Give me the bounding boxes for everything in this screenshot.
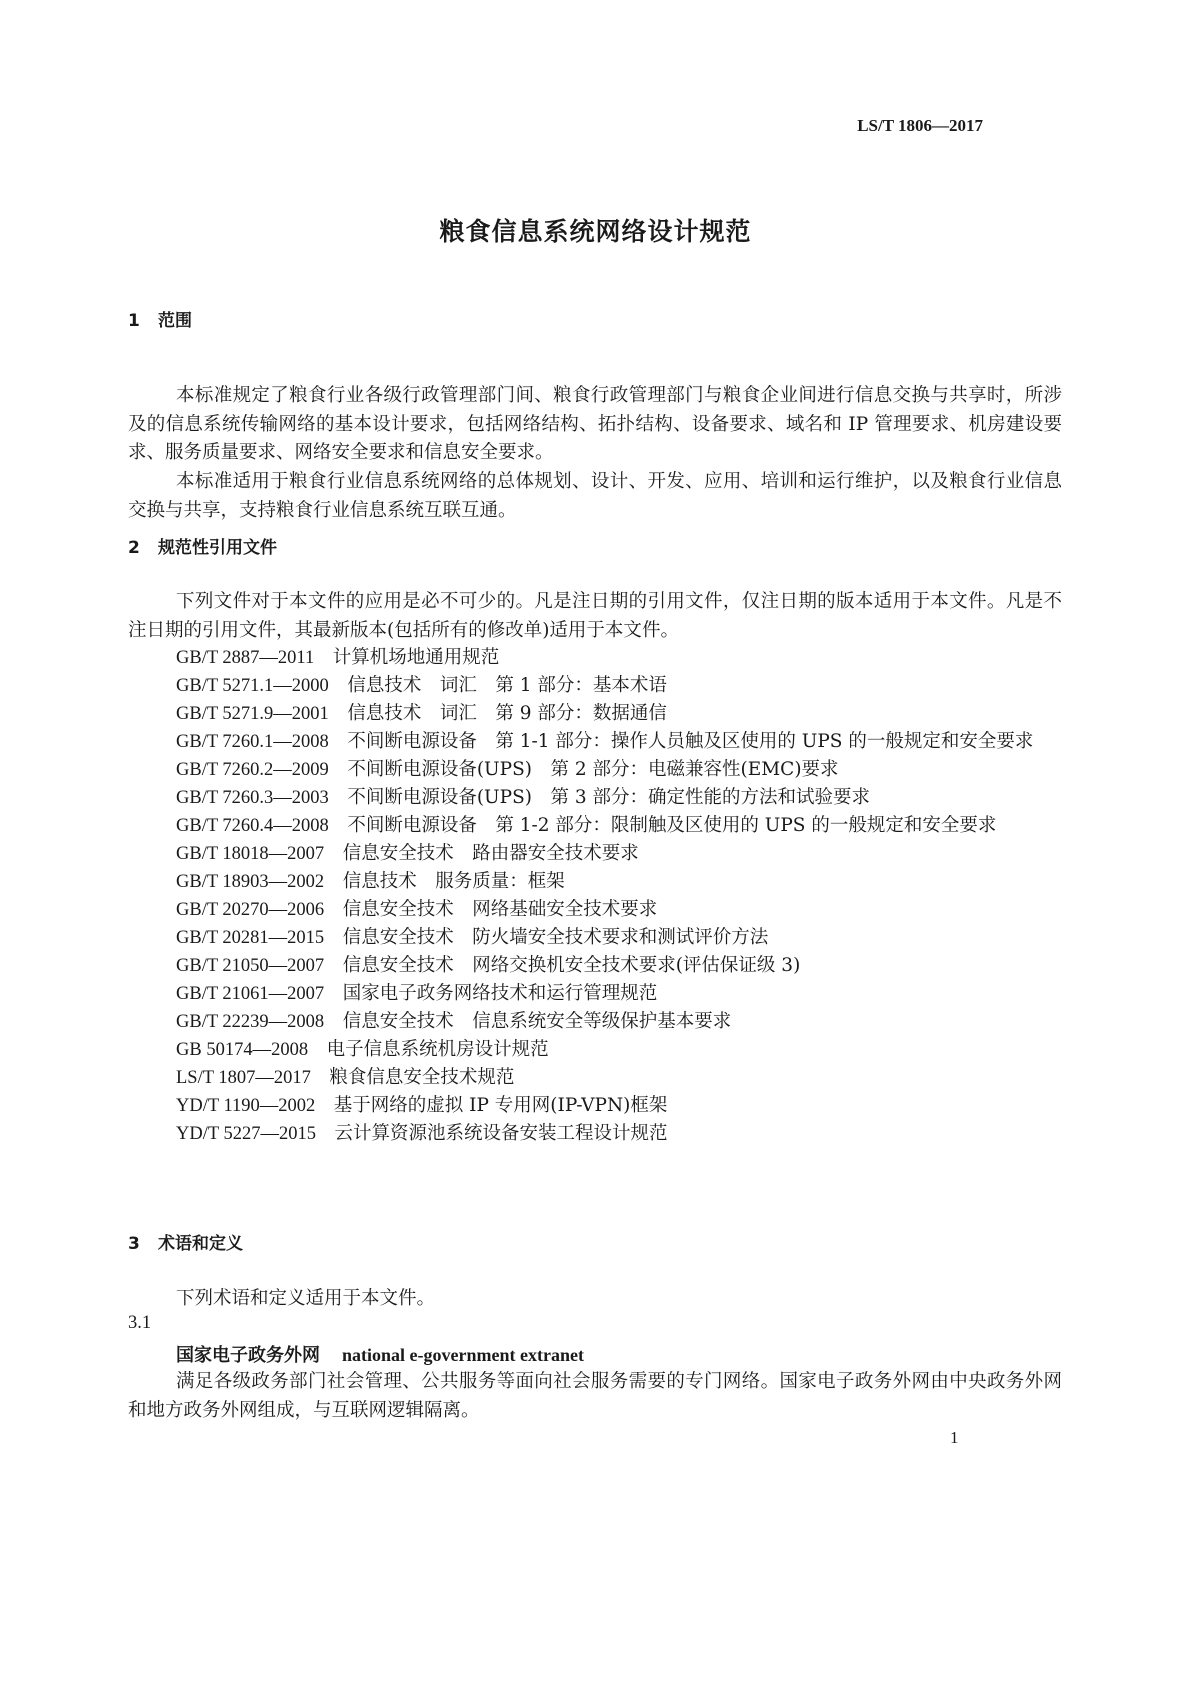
reference-title: 信息安全技术 网络交换机安全技术要求(评估保证级 3)	[342, 955, 801, 976]
section-title: 范围	[158, 311, 192, 331]
term-heading	[176, 1341, 584, 1367]
paragraph: 本标准适用于粮食行业信息系统网络的总体规划、设计、开发、应用、培训和运行维护，以及粮食行业信息交换与共享，支持粮食行业信息系统互联互通。	[128, 471, 1062, 521]
reference-code: LS/T 1807—2017	[176, 1068, 311, 1088]
section-title: 规范性引用文件	[158, 538, 277, 558]
term-definition: 满足各级政务部门社会管理、公共服务等面向社会服务需要的专门网络。国家电子政务外网由中央政务外网和地方政务外网组成，与互联网逻辑隔离。	[128, 1371, 1062, 1421]
reference-title: 信息技术 服务质量：框架	[342, 871, 565, 892]
reference-title: 国家电子政务网络技术和运行管理规范	[342, 983, 658, 1004]
reference-code: GB/T 20270—2006	[176, 900, 325, 920]
reference-title: 电子信息系统机房设计规范	[326, 1039, 549, 1060]
paragraph: 下列术语和定义适用于本文件。	[176, 1288, 436, 1309]
reference-title: 信息安全技术 网络基础安全技术要求	[342, 899, 658, 920]
section-title: 术语和定义	[158, 1234, 243, 1254]
reference-title: 计算机场地通用规范	[332, 647, 500, 668]
reference-item	[128, 952, 1062, 980]
document-title: 粮食信息系统网络设计规范	[439, 217, 752, 246]
section-number: 3	[128, 1234, 140, 1254]
reference-code: YD/T 5227—2015	[176, 1124, 316, 1144]
paragraph: 下列文件对于本文件的应用是必不可少的。凡是注日期的引用文件，仅注日期的版本适用于本文件。凡是不注日期的引用文件，其最新版本(包括所有的修改单)适用于本文件。	[128, 591, 1062, 641]
reference-title: 信息安全技术 路由器安全技术要求	[342, 843, 639, 864]
reference-item	[128, 1036, 1062, 1064]
reference-code: GB/T 5271.9—2001	[176, 704, 329, 724]
reference-item	[128, 840, 1062, 868]
reference-code: GB/T 21061—2007	[176, 984, 325, 1004]
reference-code: YD/T 1190—2002	[176, 1096, 316, 1116]
term-en: national e-government extranet	[342, 1345, 584, 1365]
reference-item	[128, 700, 1062, 728]
section-heading-3	[128, 1229, 243, 1254]
reference-item	[128, 1064, 1062, 1092]
reference-code: GB/T 22239—2008	[176, 1012, 325, 1032]
reference-item	[128, 1008, 1062, 1036]
reference-title: 信息技术 词汇 第 1 部分：基本术语	[347, 675, 667, 696]
reference-item	[128, 896, 1062, 924]
reference-code: GB/T 18018—2007	[176, 844, 325, 864]
reference-title: 云计算资源池系统设备安装工程设计规范	[334, 1123, 668, 1144]
reference-code: GB/T 7260.3—2003	[176, 788, 329, 808]
reference-item	[128, 1092, 1062, 1120]
reference-item	[128, 728, 1062, 756]
reference-item	[128, 672, 1062, 700]
reference-item	[128, 644, 1062, 672]
reference-title: 不间断电源设备(UPS) 第 2 部分：电磁兼容性(EMC)要求	[347, 759, 839, 780]
reference-code: GB 50174—2008	[176, 1040, 309, 1060]
reference-code: GB/T 7260.1—2008	[176, 732, 329, 752]
reference-code: GB/T 5271.1—2000	[176, 676, 329, 696]
section-heading-1	[128, 306, 192, 331]
standard-number: LS/T 1806—2017	[857, 116, 983, 135]
reference-code: GB/T 18903—2002	[176, 872, 325, 892]
reference-code: GB/T 21050—2007	[176, 956, 325, 976]
reference-item	[128, 1120, 1062, 1148]
reference-title: 不间断电源设备(UPS) 第 3 部分：确定性能的方法和试验要求	[347, 787, 871, 808]
reference-item	[128, 868, 1062, 896]
section-number: 2	[128, 538, 140, 558]
reference-title: 不间断电源设备 第 1-2 部分：限制触及区使用的 UPS 的一般规定和安全要求	[347, 815, 997, 836]
page-number: 1	[950, 1428, 959, 1447]
reference-code: GB/T 2887—2011	[176, 648, 315, 668]
section-number: 1	[128, 311, 140, 331]
reference-item	[128, 756, 1062, 784]
reference-item	[128, 812, 1062, 840]
reference-code: GB/T 7260.2—2009	[176, 760, 329, 780]
reference-title: 粮食信息安全技术规范	[329, 1067, 515, 1088]
reference-title: 信息技术 词汇 第 9 部分：数据通信	[347, 703, 667, 724]
reference-item	[128, 980, 1062, 1008]
reference-list	[128, 644, 1062, 1148]
reference-title: 信息安全技术 信息系统安全等级保护基本要求	[342, 1011, 732, 1032]
reference-item	[128, 784, 1062, 812]
term-number: 3.1	[128, 1313, 152, 1333]
reference-title: 基于网络的虚拟 IP 专用网(IP-VPN)框架	[333, 1095, 668, 1116]
reference-code: GB/T 7260.4—2008	[176, 816, 329, 836]
term-zh: 国家电子政务外网	[176, 1345, 320, 1366]
section-heading-2	[128, 533, 277, 558]
reference-title: 信息安全技术 防火墙安全技术要求和测试评价方法	[342, 927, 769, 948]
reference-code: GB/T 20281—2015	[176, 928, 325, 948]
reference-title: 不间断电源设备 第 1-1 部分：操作人员触及区使用的 UPS 的一般规定和安全要求	[347, 731, 1034, 752]
paragraph: 本标准规定了粮食行业各级行政管理部门间、粮食行政管理部门与粮食企业间进行信息交换与共享时，所涉及的信息系统传输网络的基本设计要求，包括网络结构、拓扑结构、设备要求、域名和 IP 管理要求、机房建设要求、服务质量要求、网络安全要求和信息安全要求。	[128, 385, 1062, 463]
reference-item	[128, 924, 1062, 952]
